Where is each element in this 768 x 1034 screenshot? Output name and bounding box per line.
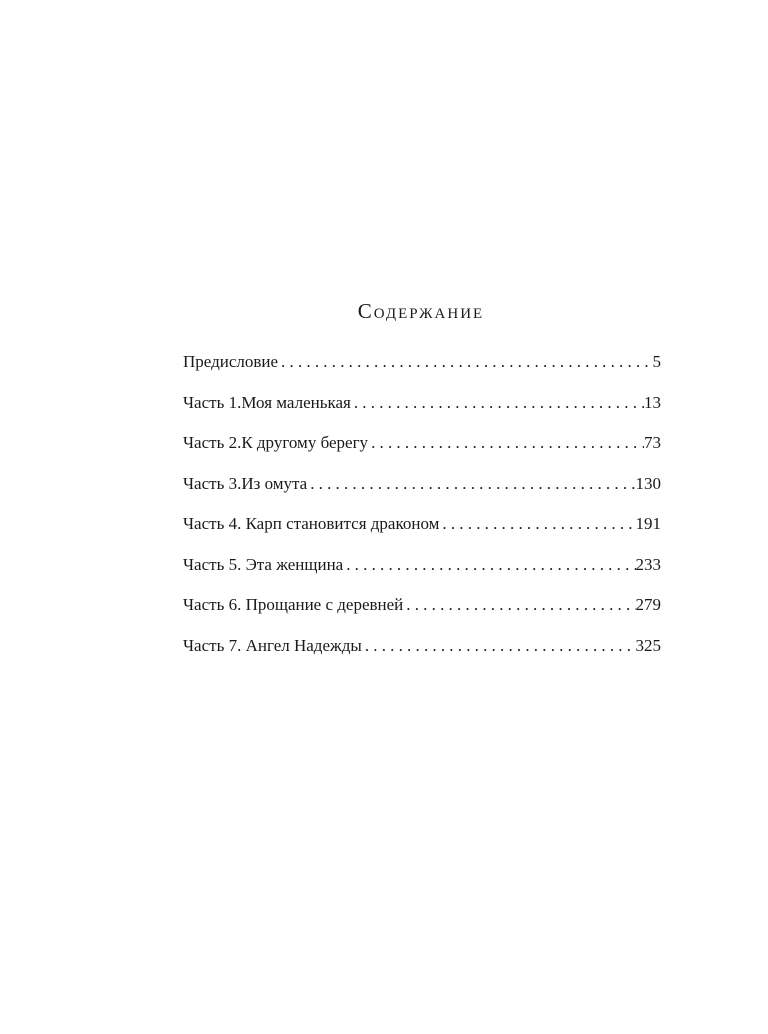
toc-entry-page: 13: [644, 392, 661, 412]
toc-title: Содержание: [357, 299, 485, 323]
toc-entry-label: Часть 5. Эта женщина: [183, 554, 344, 574]
toc-dot-leader: [343, 553, 635, 577]
toc-entry-label: Часть 3.Из омута: [183, 473, 308, 493]
toc-dot-leader: [368, 431, 644, 455]
toc-entry-page: 325: [635, 635, 661, 655]
toc-entry: [183, 431, 661, 472]
toc-entry-page: 5: [652, 352, 661, 371]
toc-entry-label: Часть 2.К другому берегу: [183, 433, 369, 452]
toc-entry: [183, 350, 661, 391]
toc-entry-page: 233: [635, 554, 661, 574]
toc-dot-leader: [351, 391, 644, 415]
toc-dot-leader: [278, 350, 652, 374]
toc-entry-label: Часть 1.Моя маленькая: [183, 392, 351, 412]
toc-entry: [183, 593, 661, 634]
toc-entry-page: 73: [644, 433, 661, 452]
toc-entry-page: 191: [635, 514, 661, 533]
toc-entry: [183, 512, 661, 553]
toc-dot-leader: [307, 472, 635, 496]
toc-entry-label: Часть 4. Карп становится драконом: [183, 514, 440, 533]
toc-dot-leader: [403, 593, 635, 617]
toc-entry-page: 279: [635, 595, 661, 614]
toc-entry-label: Часть 7. Ангел Надежды: [183, 635, 362, 655]
toc-dot-leader: [439, 512, 635, 536]
toc-entry: [183, 634, 661, 675]
toc-dot-leader: [362, 634, 636, 658]
toc-entry-label: Предисловие: [183, 352, 279, 371]
toc-entry: [183, 553, 661, 594]
toc-list: [183, 350, 661, 674]
toc-entry-label: Часть 6. Прощание с деревней: [183, 595, 404, 614]
toc-entry: [183, 391, 661, 432]
toc-entry-page: 130: [635, 473, 661, 493]
toc-entry: [183, 472, 661, 513]
